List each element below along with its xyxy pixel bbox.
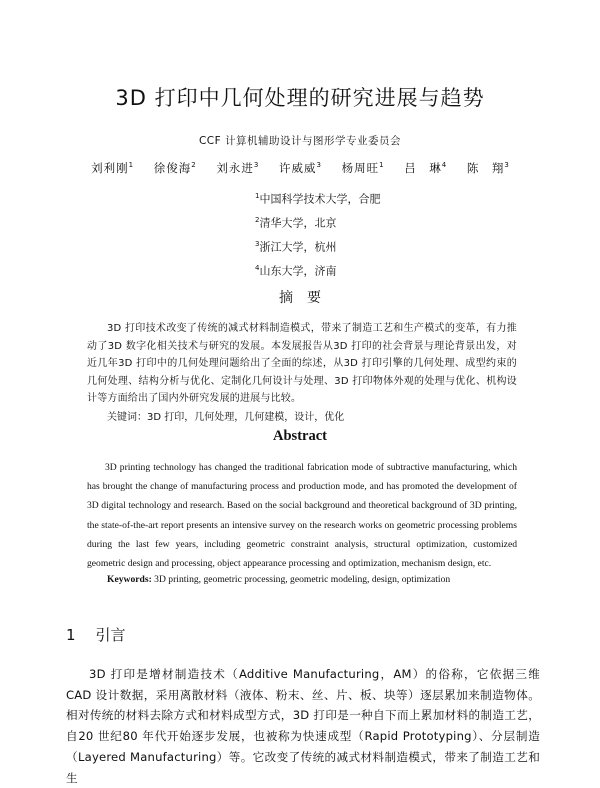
keywords-en-list: 3D printing, geometric processing, geometric modeling, design, optimization (154, 574, 451, 585)
institution-name: 中国科学技术大学，合肥 (259, 192, 381, 206)
author (467, 161, 509, 175)
author-affil-mark: 1 (128, 161, 134, 170)
author-affil-mark: 3 (504, 161, 509, 170)
author (91, 161, 133, 175)
keywords-en (107, 574, 450, 585)
institution-name: 浙江大学，杭州 (259, 240, 337, 254)
institution (255, 210, 380, 234)
abstract-en: 3D printing technology has changed the traditional fabrication mode of subtractive manufacturing, which has brought the change of manufacturing process and production mode, and has promoted the development of 3D digital technology and research. Based on the social background and theoretical background of 3D printing, the state-of-the-art report presents an intensive survey on the research works on geometric processing problems during the last few years, including geometric constraint analysis, structural optimization, customized geometric design and processing, object appearance processing and optimization, mechanism design, etc. (87, 462, 517, 570)
institution-mark: 3 (255, 240, 260, 249)
section-title: 引言 (95, 626, 126, 644)
committee-name: CCF 计算机辅助设计与图形学专业委员会 (198, 135, 402, 147)
institution (255, 258, 380, 282)
author-list (0, 160, 600, 176)
author-name: 陈 翔 (466, 161, 505, 175)
author (216, 161, 258, 175)
author-name: 许威威 (279, 161, 317, 175)
institution (255, 234, 380, 258)
author (342, 161, 384, 175)
institution-mark: 2 (255, 216, 260, 225)
institution (255, 186, 380, 210)
author-affil-mark: 1 (379, 161, 384, 170)
institution-mark: 4 (255, 264, 260, 273)
author-name: 杨周旺 (341, 161, 380, 175)
author-name: 徐俊海 (153, 161, 192, 175)
institution-name: 清华大学，北京 (259, 216, 337, 230)
paper-title: 3D 打印中几何处理的研究进展与趋势 (115, 86, 485, 110)
section-number: 1 (66, 626, 76, 644)
author-affil-mark: 3 (316, 161, 321, 170)
author-name: 刘永进 (216, 161, 254, 175)
abstract-cn: 3D 打印技术改变了传统的减式材料制造模式，带来了制造工艺和生产模式的变革，有力推动了3D 数字化相关技术与研究的发展。本发展报告从3D 打印的社会背景与理论背景出发，对近几年3D 打印中的几何处理问题给出了全面的综述，从3D 打印引擎的几何处理、成型约束的几何处理、结构分析与优化、定制化几何设计与处理、3D 打印物体外观的处理与优化、机构设计等方面给出了国内外研究发展的进展与比较。 (87, 323, 517, 404)
keywords-en-label: Keywords: (107, 574, 152, 585)
author (279, 161, 321, 175)
author-name: 吕 琳 (404, 161, 442, 175)
institution-name: 山东大学，济南 (259, 265, 337, 279)
author (404, 161, 446, 175)
abstract-heading-en: Abstract (273, 428, 327, 444)
body-paragraph: 3D 打印是增材制造技术（Additive Manufacturing，AM）的俗称，它依据三维CAD 设计数据，采用离散材料（液体、粉末、丝、片、板、块等）逐层累加来制造物体。相对传统的材料去除方式和材料成型方式，3D 打印是一种自下而上累加材料的制造工艺，自20 世纪80 年代开始逐步发展，也被称为快速成型（Rapid Prototyping）、分层制造（Layered Manufacturing）等。它改变了传统的减式材料制造模式，带来了制造工艺和生 (66, 667, 540, 785)
author-name: 刘利刚 (91, 161, 129, 175)
abstract-heading-cn: 摘要 (279, 290, 335, 306)
author-affil-mark: 4 (441, 161, 447, 170)
keywords-cn: 关键词：3D 打印，几何处理，几何建模，设计，优化 (107, 412, 345, 423)
author-affil-mark: 3 (253, 161, 259, 170)
author (154, 161, 196, 175)
section-heading (66, 624, 126, 645)
institution-mark: 1 (255, 192, 260, 200)
institution-list (255, 186, 380, 283)
author-affil-mark: 2 (191, 161, 196, 170)
